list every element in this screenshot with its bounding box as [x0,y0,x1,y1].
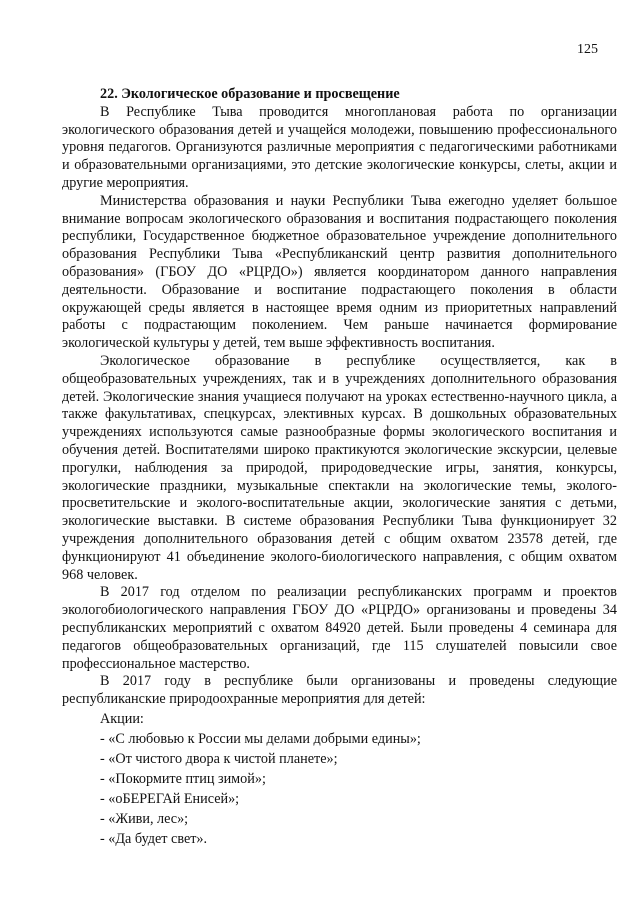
list-item: - «оБЕРЕГАй Енисей»; [100,790,240,807]
list-item: - «Живи, лес»; [100,810,189,827]
page-number: 125 [577,42,598,57]
paragraph-2017-list-intro: В 2017 году в республике были организованы и проведены следующие республиканские природоохранные мероприятия для детей: [62,673,617,708]
list-item: - «От чистого двора к чистой планете»; [100,750,338,767]
paragraph-eco-education: Экологическое образование в республике осуществляется, как в общеобразовательных учреждениях, так и в учреждениях дополнительного образования детей. Экологические знания учащиеся получают на уроках естественно-научного цикла, а также факультативах, спецкурсах, элективных курсах. В дошкольных образовательных учреждениях используются самые разнообразные формы экологического воспитания и обучения детей. Воспитателями широко практикуются экологические экскурсии, целевые прогулки, наблюдения за природой, природоведческие игры, занятия, конкурсы, экологические праздники, музыкальные спектакли на экологические темы, эколого-просветительские и эколого-воспитательные акции, экологические занятия с детьми, экологические выставки. В системе образования Республики Тыва функционирует 32 учреждения дополнительного образования детей с общим охватом 23578 детей, где функционируют 41 объединение эколого-биологического направления, с общим охватом 968 человек. [62,352,617,583]
paragraph-2017-events: В 2017 год отделом по реализации республиканских программ и проектов экологобиологического направления ГБОУ ДО «РЦРДО» организованы и проведены 34 республиканских мероприятий с охватом 84920 детей. Были проведены 4 семинара для педагогов общеобразовательных организаций, где 115 слушателей повысили свое профессиональное мастерство. [62,584,617,672]
section-title: 22. Экологическое образование и просвещение [100,86,400,102]
list-item: - «С любовью к России мы делами добрыми едины»; [100,730,421,747]
list-heading: Акции: [100,710,144,727]
actions-list [62,729,617,849]
paragraph-intro: В Республике Тыва проводится многоплановая работа по организации экологического образования детей и учащейся молодежи, повышению профессионального уровня педагогов. Организуются различные мероприятия с педагогическими работниками и образовательными организациями, это детские экологические конкурсы, слеты, акции и другие мероприятия. [62,103,617,191]
paragraph-ministry: Министерства образования и науки Республики Тыва ежегодно уделяет большое внимание вопросам экологического образования и воспитания подрастающего поколения республики, Государственное бюджетное образовательное учреждение дополнительного образования Республики Тыва «Республиканский центр развития дополнительного образования» (ГБОУ ДО «РЦРДО») является координатором данного направления деятельности. Образование и воспитание подрастающего поколения в области окружающей среды является в настоящее время одним из приоритетных направлений работы с подрастающим поколением. Чем раньше начинается формирование экологической культуры у детей, тем выше эффективность воспитания. [62,192,617,352]
list-item: - «Покормите птиц зимой»; [100,770,266,787]
document-body [62,86,617,849]
list-item: - «Да будет свет». [100,830,208,847]
